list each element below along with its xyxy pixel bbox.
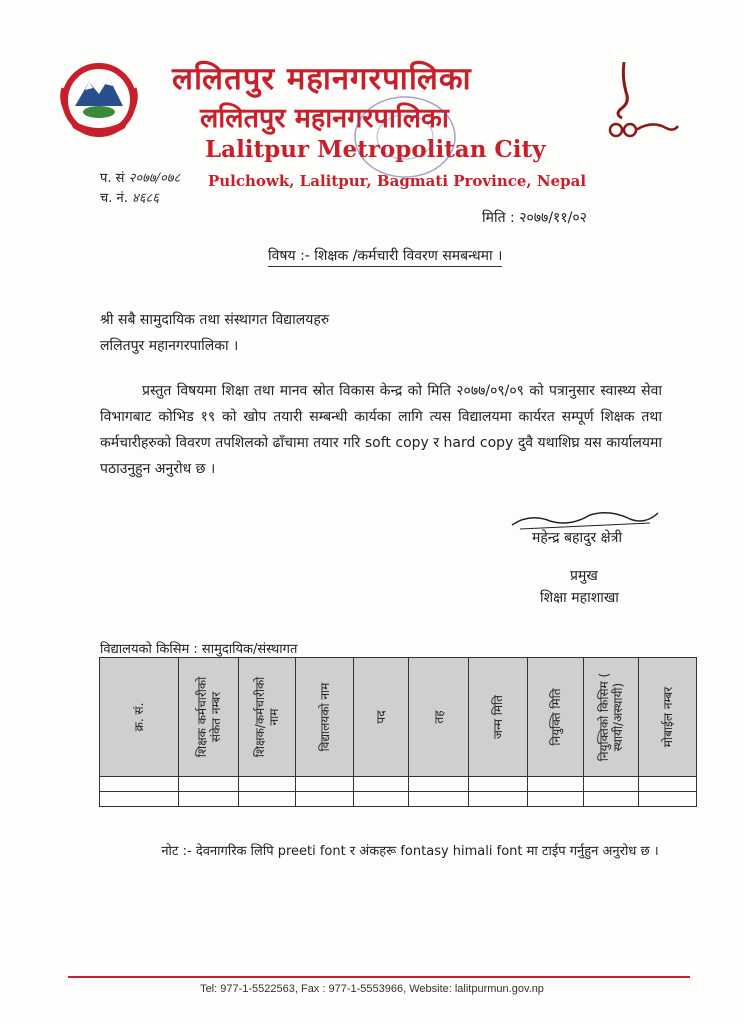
table-header-row [100, 658, 697, 777]
signer-name: महेन्द्र बहादुर क्षेत्री [532, 530, 623, 546]
office-stamp [350, 92, 460, 182]
staff-details-table [99, 657, 697, 807]
col-header: विद्यालयको नाम [296, 658, 354, 777]
table-row [100, 792, 697, 807]
col-header: मोबाईल नम्बर [639, 658, 697, 777]
col-header: नियुक्तिको किसिम ( स्थायी/अस्थायी) [583, 658, 639, 777]
title-english: Lalitpur Metropolitan City [205, 136, 546, 163]
letter-date: मिति : २०७७/११/०२ [482, 210, 587, 226]
address: Pulchowk, Lalitpur, Bagmati Province, Nepal [208, 172, 587, 190]
reference-patra [100, 168, 180, 186]
subject-line: विषय :- शिक्षक /कर्मचारी विवरण समबन्धमा । [268, 246, 502, 267]
col-header: शिक्षक/कर्मचारीको नाम [238, 658, 296, 777]
patra-value: २०७७/०७८ [128, 171, 181, 186]
col-header: नियुक्ति मिति [528, 658, 584, 777]
patra-label: प. सं [100, 171, 125, 186]
chalani-value: ४६८६ [132, 191, 160, 206]
col-header: पद [353, 658, 409, 777]
school-type-label: विद्यालयको किसिम : सामुदायिक/संस्थागत [100, 639, 297, 658]
reference-chalani [100, 188, 159, 206]
col-header: जन्म मिति [468, 658, 528, 777]
nepal-emblem-logo [55, 58, 143, 142]
recipient-line-1: श्री सबै सामुदायिक तथा संस्थागत विद्यालयहरु [100, 312, 330, 328]
chalani-label: च. नं. [100, 191, 128, 206]
letter-body: प्रस्तुत विषयमा शिक्षा तथा मानव स्रोत विकास केन्द्र को मिति २०७७/०९/०९ को पत्रानुसार स्वास्थ्य सेवा विभागबाट कोभिड १९ को खोप तयारी सम्बन्धी कार्यका लागि त्यस विद्यालयमा कार्यरत सम्पूर्ण शिक्षक तथा कर्मचारीहरुको विवरण तपशिलको ढाँचामा तयार गरि soft copy र hard copy दुवै यथाशिघ्र यस कार्यालयमा पठाउनुहुन अनुरोध छ । [100, 383, 662, 477]
title-nepali-stylized: ललितपुर महानगरपालिका [200, 103, 449, 134]
col-header: क्र. सं. [100, 658, 179, 777]
col-header: शिक्षक कर्मचारीको संकेत नम्बर [179, 658, 239, 777]
note-text: नोट :- देवनागरिक लिपि preeti font र अंकहरू fontasy himali font मा टाईप गर्नुहुन अनुरोध छ । [161, 844, 659, 859]
recipient-line-2: ललितपुर महानगरपालिका । [100, 338, 239, 354]
col-header: तह [409, 658, 469, 777]
footer-contact: Tel: 977-1-5522563, Fax : 977-1-5553966, Website: lalitpurmun.gov.np [200, 983, 544, 995]
title-nepali: ललितपुर महानगरपालिका [172, 61, 472, 97]
handwritten-signature-logo [602, 58, 680, 144]
signer-title: प्रमुख [570, 568, 598, 584]
table-row [100, 777, 697, 792]
signer-department: शिक्षा महाशाखा [540, 590, 619, 606]
footer-divider [68, 976, 690, 978]
